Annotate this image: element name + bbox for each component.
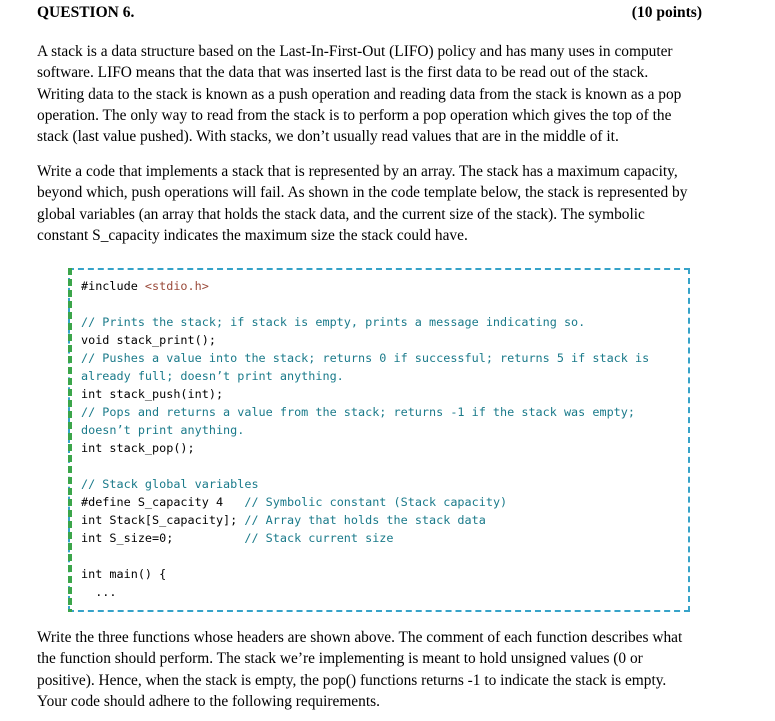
- text-line: software. LIFO means that the data that was inserted last is the first data to be read out of the stack.: [37, 64, 649, 82]
- question-title: QUESTION 6.: [37, 4, 135, 21]
- code-line-main: int main() {: [81, 567, 167, 581]
- text-line: the function should perform. The stack we’re implementing is meant to hold unsigned values (0 or: [37, 650, 643, 668]
- code-comment-push-cont: already full; doesn’t print anything.: [81, 369, 344, 383]
- text-line: A stack is a data structure based on the Last-In-First-Out (LIFO) policy and has many uses in computer: [37, 43, 673, 60]
- array-code: int Stack[S_capacity];: [81, 513, 245, 527]
- include-keyword: #include: [81, 279, 145, 293]
- array-comment: // Array that holds the stack data: [244, 513, 486, 527]
- requirements-paragraph: [37, 627, 737, 712]
- code-line-array: [81, 511, 649, 529]
- code-blank-line: [81, 547, 649, 565]
- text-line: beyond which, push operations will fail. As shown in the code template below, the stack is represented by: [37, 184, 688, 202]
- question-header: [37, 4, 702, 28]
- text-line: constant S_capacity indicates the maximum size the stack could have.: [37, 226, 468, 244]
- code-comment-push: // Pushes a value into the stack; returns 0 if successful; returns 5 if stack is: [81, 351, 650, 365]
- include-file: <stdio.h>: [144, 279, 209, 293]
- text-line: Write a code that implements a stack that is represented by an array. The stack has a maximum capacity,: [37, 163, 678, 180]
- text-line: operation. The only way to read from the stack is to perform a pop operation which gives the top of the: [37, 106, 672, 124]
- text-line: global variables (an array that holds the stack data, and the current size of the stack). The symbolic: [37, 205, 645, 223]
- define-comment: // Symbolic constant (Stack capacity): [244, 495, 508, 509]
- code-template-box: [68, 268, 690, 612]
- text-line: stack (last value pushed). With stacks, we don’t usually read values that are in the middle of it.: [37, 128, 619, 146]
- code-line-define: [81, 493, 649, 511]
- text-line: Write the three functions whose headers are shown above. The comment of each function describes what: [37, 629, 683, 646]
- code-block: [81, 277, 649, 601]
- code-line-ellipsis: ...: [81, 585, 117, 599]
- code-line-print-decl: void stack_print();: [81, 333, 216, 347]
- code-comment-print: // Prints the stack; if stack is empty, prints a message indicating so.: [81, 315, 586, 329]
- size-code: int S_size=0;: [81, 531, 245, 545]
- code-line-size: [81, 529, 649, 547]
- code-comment-pop-cont: doesn’t print anything.: [81, 423, 245, 437]
- code-comment-globals: // Stack global variables: [81, 477, 259, 491]
- task-paragraph: [37, 161, 737, 246]
- size-comment: // Stack current size: [244, 531, 394, 545]
- code-blank-line: [81, 295, 649, 313]
- code-blank-line: [81, 457, 649, 475]
- code-line-include: [81, 277, 649, 295]
- intro-paragraph: [37, 41, 737, 147]
- code-line-push-decl: int stack_push(int);: [81, 387, 224, 401]
- code-comment-pop: // Pops and returns a value from the stack; returns -1 if the stack was empty;: [81, 405, 635, 419]
- code-line-pop-decl: int stack_pop();: [81, 441, 195, 455]
- define-code: #define S_capacity 4: [81, 495, 245, 509]
- text-line: Your code should adhere to the following requirements.: [37, 692, 380, 710]
- text-line: Writing data to the stack is known as a push operation and reading data from the stack is known as a pop: [37, 85, 682, 103]
- question-points: (10 points): [631, 4, 702, 21]
- text-line: positive). Hence, when the stack is empty, the pop() functions returns -1 to indicate the stack is empty.: [37, 671, 667, 689]
